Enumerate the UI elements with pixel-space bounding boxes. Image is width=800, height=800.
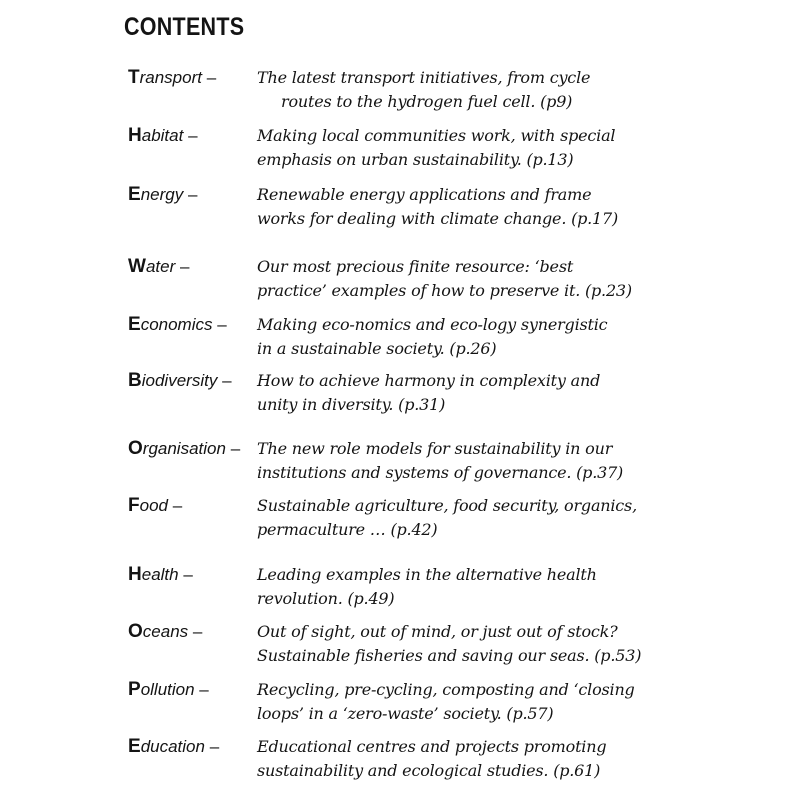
entry-dash: – bbox=[192, 622, 203, 641]
entry-label-rest: nergy bbox=[140, 185, 184, 204]
entry-description-line: permaculture … (p.42) bbox=[257, 520, 438, 539]
entry-label-rest: ollution bbox=[140, 680, 195, 699]
entry-dash: – bbox=[187, 185, 198, 204]
contents-entry-transport bbox=[0, 66, 800, 122]
contents-entry-pollution bbox=[0, 678, 800, 734]
entry-label bbox=[128, 437, 240, 461]
entry-description-line: loops’ in a ‘zero-waste’ society. (p.57) bbox=[257, 704, 554, 723]
entry-description-line: The latest transport initiatives, from cycle bbox=[257, 68, 591, 87]
entry-description bbox=[257, 494, 677, 542]
entry-description-line: Making eco-nomics and eco-logy synergistic bbox=[257, 315, 608, 334]
entry-description bbox=[257, 563, 677, 611]
contents-entry-education bbox=[0, 735, 800, 791]
entry-label bbox=[128, 369, 232, 393]
entry-label-rest: iodiversity bbox=[141, 371, 218, 390]
entry-description-line: Renewable energy applications and frame bbox=[257, 185, 592, 204]
entry-dash: – bbox=[217, 315, 227, 334]
entry-description-line: The new role models for sustainability in our bbox=[257, 439, 613, 458]
entry-description-line: Sustainable agriculture, food security, organics, bbox=[257, 496, 637, 515]
entry-description bbox=[257, 735, 677, 783]
entry-description bbox=[257, 183, 677, 231]
entry-description-line: sustainability and ecological studies. (p.61) bbox=[257, 761, 601, 780]
entry-description bbox=[257, 678, 677, 726]
entry-description-line: revolution. (p.49) bbox=[257, 589, 395, 608]
entry-initial: W bbox=[128, 256, 146, 277]
entry-initial: H bbox=[128, 564, 142, 585]
entry-description-line: Educational centres and projects promoting bbox=[257, 737, 607, 756]
entry-label bbox=[128, 124, 198, 148]
entry-dash: – bbox=[222, 371, 232, 390]
entry-description-line: Out of sight, out of mind, or just out of stock? bbox=[257, 622, 618, 641]
entry-label bbox=[128, 494, 182, 518]
entry-description-line: works for dealing with climate change. (p.17) bbox=[257, 209, 619, 228]
contents-entry-energy bbox=[0, 183, 800, 239]
entry-initial: E bbox=[128, 314, 141, 335]
entry-description-line: emphasis on urban sustainability. (p.13) bbox=[257, 150, 574, 169]
entry-dash: – bbox=[172, 496, 183, 515]
entry-label bbox=[128, 678, 209, 702]
contents-entry-economics bbox=[0, 313, 800, 369]
entry-initial: H bbox=[128, 125, 142, 146]
entry-description bbox=[257, 66, 677, 114]
entry-dash: – bbox=[188, 126, 198, 145]
entry-label bbox=[128, 563, 193, 587]
entry-dash: – bbox=[230, 439, 241, 458]
entry-description-line: institutions and systems of governance. (p.37) bbox=[257, 463, 624, 482]
entry-initial: O bbox=[128, 621, 143, 642]
entry-description bbox=[257, 437, 677, 485]
entry-dash: – bbox=[209, 737, 220, 756]
contents-entry-health bbox=[0, 563, 800, 619]
entry-label bbox=[128, 313, 227, 337]
entry-description-line: routes to the hydrogen fuel cell. (p9) bbox=[281, 92, 573, 111]
entry-description-line: practice’ examples of how to preserve it. (p.23) bbox=[257, 281, 632, 300]
entry-description-line: Sustainable fisheries and saving our seas. (p.53) bbox=[257, 646, 642, 665]
entry-label bbox=[128, 183, 197, 207]
entry-description bbox=[257, 255, 677, 303]
entry-label bbox=[128, 735, 219, 759]
entry-initial: T bbox=[128, 67, 140, 88]
entry-label-rest: ater bbox=[145, 257, 176, 276]
entry-description-line: How to achieve harmony in complexity and bbox=[257, 371, 601, 390]
entry-dash: – bbox=[199, 680, 209, 699]
entry-description-line: Making local communities work, with special bbox=[257, 126, 616, 145]
page-title: CONTENTS bbox=[124, 13, 245, 41]
contents-entry-biodiversity bbox=[0, 369, 800, 425]
entry-initial: B bbox=[128, 370, 142, 391]
entry-label-rest: conomics bbox=[140, 315, 213, 334]
entry-initial: P bbox=[128, 679, 141, 700]
entry-label-rest: ood bbox=[139, 496, 168, 515]
contents-entry-organisation bbox=[0, 437, 800, 493]
entry-label-rest: ealth bbox=[141, 565, 179, 584]
entry-initial: F bbox=[128, 495, 140, 516]
entry-description-line: unity in diversity. (p.31) bbox=[257, 395, 446, 414]
entry-dash: – bbox=[206, 68, 217, 87]
entry-label bbox=[128, 66, 216, 90]
entry-description bbox=[257, 124, 677, 172]
contents-entry-oceans bbox=[0, 620, 800, 676]
contents-entry-habitat bbox=[0, 124, 800, 180]
entry-description bbox=[257, 369, 677, 417]
entry-description-line: Our most precious finite resource: ‘best bbox=[257, 257, 574, 276]
entry-initial: O bbox=[128, 438, 143, 459]
entry-label-rest: ducation bbox=[140, 737, 205, 756]
entry-label-rest: ceans bbox=[142, 622, 189, 641]
entry-description bbox=[257, 313, 677, 361]
entry-description-line: in a sustainable society. (p.26) bbox=[257, 339, 497, 358]
entry-label-rest: abitat bbox=[141, 126, 184, 145]
contents-entry-water bbox=[0, 255, 800, 311]
entry-label-rest: ransport bbox=[139, 68, 202, 87]
contents-entry-food bbox=[0, 494, 800, 550]
entry-initial: E bbox=[128, 736, 141, 757]
entry-description-line: Recycling, pre-cycling, composting and ‘closing bbox=[257, 680, 635, 699]
entry-label bbox=[128, 255, 189, 279]
entry-initial: E bbox=[128, 184, 141, 205]
entry-dash: – bbox=[183, 565, 193, 584]
entry-description-line: Leading examples in the alternative health bbox=[257, 565, 597, 584]
entry-label-rest: rganisation bbox=[142, 439, 226, 458]
entry-description bbox=[257, 620, 677, 668]
entry-dash: – bbox=[179, 257, 190, 276]
entry-label bbox=[128, 620, 202, 644]
